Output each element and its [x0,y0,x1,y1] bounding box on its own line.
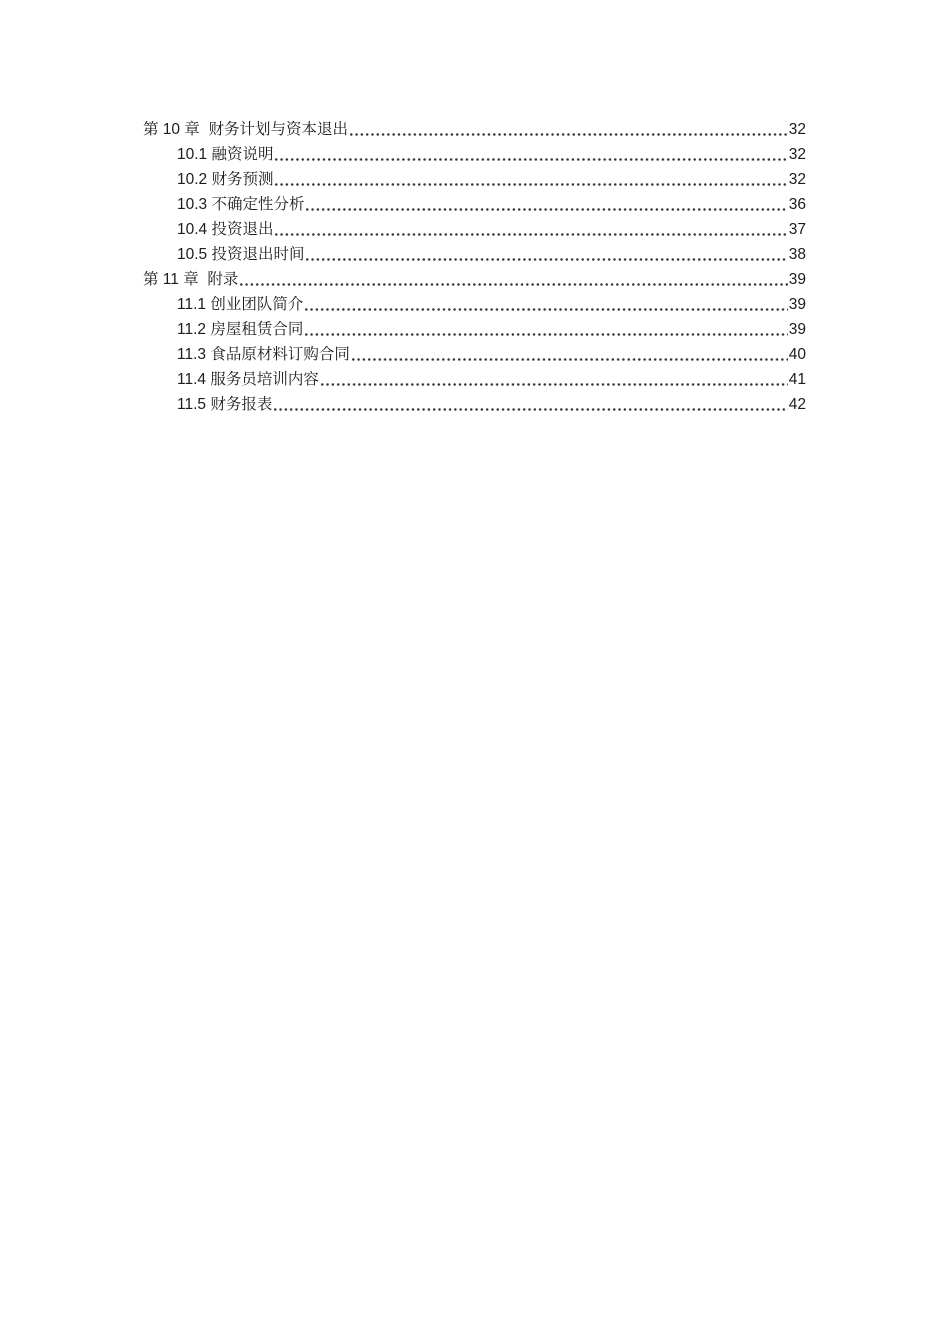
toc-entry-10-1[interactable] [143,142,806,167]
toc-entry-chapter-10[interactable] [143,117,806,142]
toc-entry-label: 11.4 服务员培训内容 [177,371,319,388]
toc-page-number: 40 [788,346,806,363]
dot-leader [275,232,787,237]
toc-entry-11-4[interactable] [143,367,806,392]
toc-entry-10-3[interactable] [143,192,806,217]
toc-entry-label: 11.1 创业团队简介 [177,296,304,313]
toc-entry-11-5[interactable] [143,392,806,417]
dot-leader [350,132,788,137]
toc-entry-chapter-11[interactable] [143,267,806,292]
dot-leader [275,157,787,162]
toc-page-number: 37 [788,221,806,238]
toc-entry-label: 10.4 投资退出 [177,221,274,238]
toc-entry-label: 第 10 章 财务计划与资本退出 [143,121,348,138]
toc-page-number: 42 [788,396,806,413]
toc-entry-10-2[interactable] [143,167,806,192]
toc-entry-11-1[interactable] [143,292,806,317]
toc-page-number: 32 [788,171,806,188]
toc-entry-label: 10.5 投资退出时间 [177,246,305,263]
toc-entry-label: 第 11 章 附录 [143,271,239,288]
dot-leader [240,282,787,287]
dot-leader [306,257,787,262]
toc-page-number: 32 [788,121,806,138]
toc-entry-11-3[interactable] [143,342,806,367]
dot-leader [306,207,787,212]
toc-entry-10-5[interactable] [143,242,806,267]
toc-entry-label: 10.3 不确定性分析 [177,196,305,213]
table-of-contents [143,117,806,417]
toc-page-number: 39 [788,296,806,313]
dot-leader [321,382,788,387]
toc-entry-label: 11.3 食品原材料订购合同 [177,346,350,363]
toc-entry-label: 11.5 财务报表 [177,396,273,413]
dot-leader [305,332,787,337]
dot-leader [274,407,787,412]
toc-entry-label: 11.2 房屋租赁合同 [177,321,304,338]
toc-entry-10-4[interactable] [143,217,806,242]
toc-page-number: 32 [788,146,806,163]
toc-entry-11-2[interactable] [143,317,806,342]
toc-page-number: 39 [788,271,806,288]
toc-page-number: 36 [788,196,806,213]
toc-page-number: 38 [788,246,806,263]
dot-leader [305,307,787,312]
toc-page-number: 41 [788,371,806,388]
dot-leader [275,182,787,187]
toc-entry-label: 10.2 财务预测 [177,171,274,188]
toc-page-number: 39 [788,321,806,338]
dot-leader [352,357,788,362]
toc-entry-label: 10.1 融资说明 [177,146,274,163]
